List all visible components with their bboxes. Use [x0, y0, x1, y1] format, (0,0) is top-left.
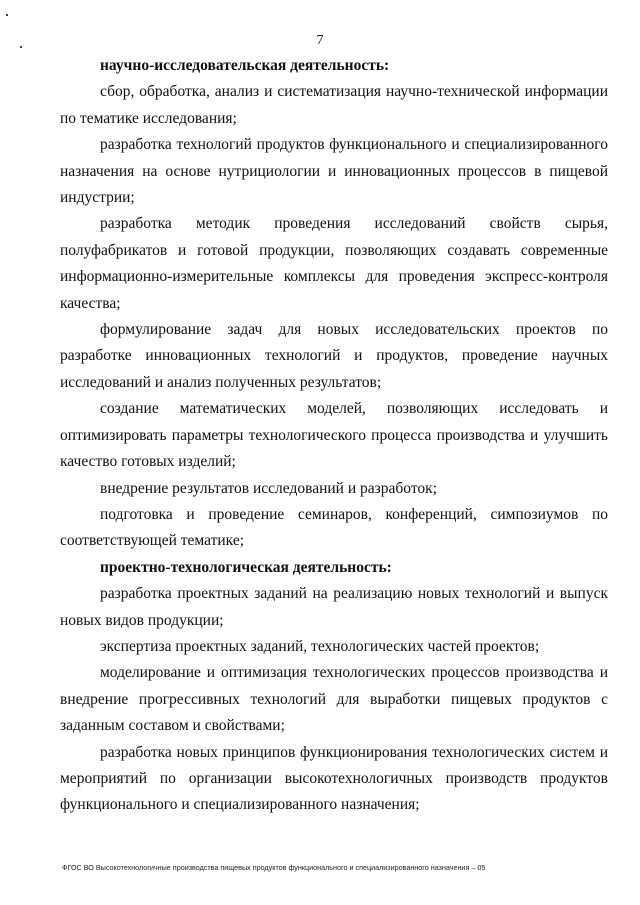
body-paragraph: разработка новых принципов функционирования технологических систем и мероприятий по организации высокотехнологичных производств продуктов функционального и специализированного назначения;: [60, 743, 608, 814]
body-paragraph: подготовка и проведение семинаров, конференций, симпозиумов по соответствующей тематике;: [60, 505, 608, 550]
section-heading: проектно-технологическая деятельность:: [100, 558, 392, 576]
body-paragraph: создание математических моделей, позволяющих исследовать и оптимизировать параметры технологического процесса производства и улучшить качество готовых изделий;: [60, 400, 608, 471]
body-paragraph: разработка технологий продуктов функционального и специализированного назначения на основе нутрициологии и инновационных процессов в пищевой индустрии;: [60, 136, 608, 207]
body-paragraph: сбор, обработка, анализ и систематизация научно-технической информации по тематике исследования;: [60, 83, 608, 127]
document-body: [60, 53, 608, 819]
page-number: 7: [316, 33, 324, 48]
body-paragraph: разработка проектных заданий на реализацию новых технологий и выпуск новых видов продукции;: [60, 585, 608, 629]
body-paragraph: внедрение результатов исследований и разработок;: [100, 479, 437, 497]
section-heading: научно-исследовательская деятельность:: [100, 57, 390, 74]
body-paragraph: моделирование и оптимизация технологических процессов производства и внедрение прогрессивных технологий для выработки пищевых продуктов с заданным составом и свойствами;: [60, 664, 608, 735]
scan-mark: [6, 14, 8, 16]
document-footer: ФГОС ВО Высокотехнологичные производства пищевых продуктов функционального и специализированного назначения – 05: [62, 863, 486, 872]
body-paragraph: экспертиза проектных заданий, технологических частей проектов;: [100, 637, 540, 655]
body-paragraph: формулирование задач для новых исследовательских проектов по разработке инновационных технологий и продуктов, проведение научных исследований и анализ полученных результатов;: [60, 321, 608, 391]
body-paragraph: разработка методик проведения исследований свойств сырья, полуфабрикатов и готовой продукции, позволяющих создавать современные информационно-измерительные комплексы для проведения экспресс-контроля качества;: [60, 215, 608, 312]
